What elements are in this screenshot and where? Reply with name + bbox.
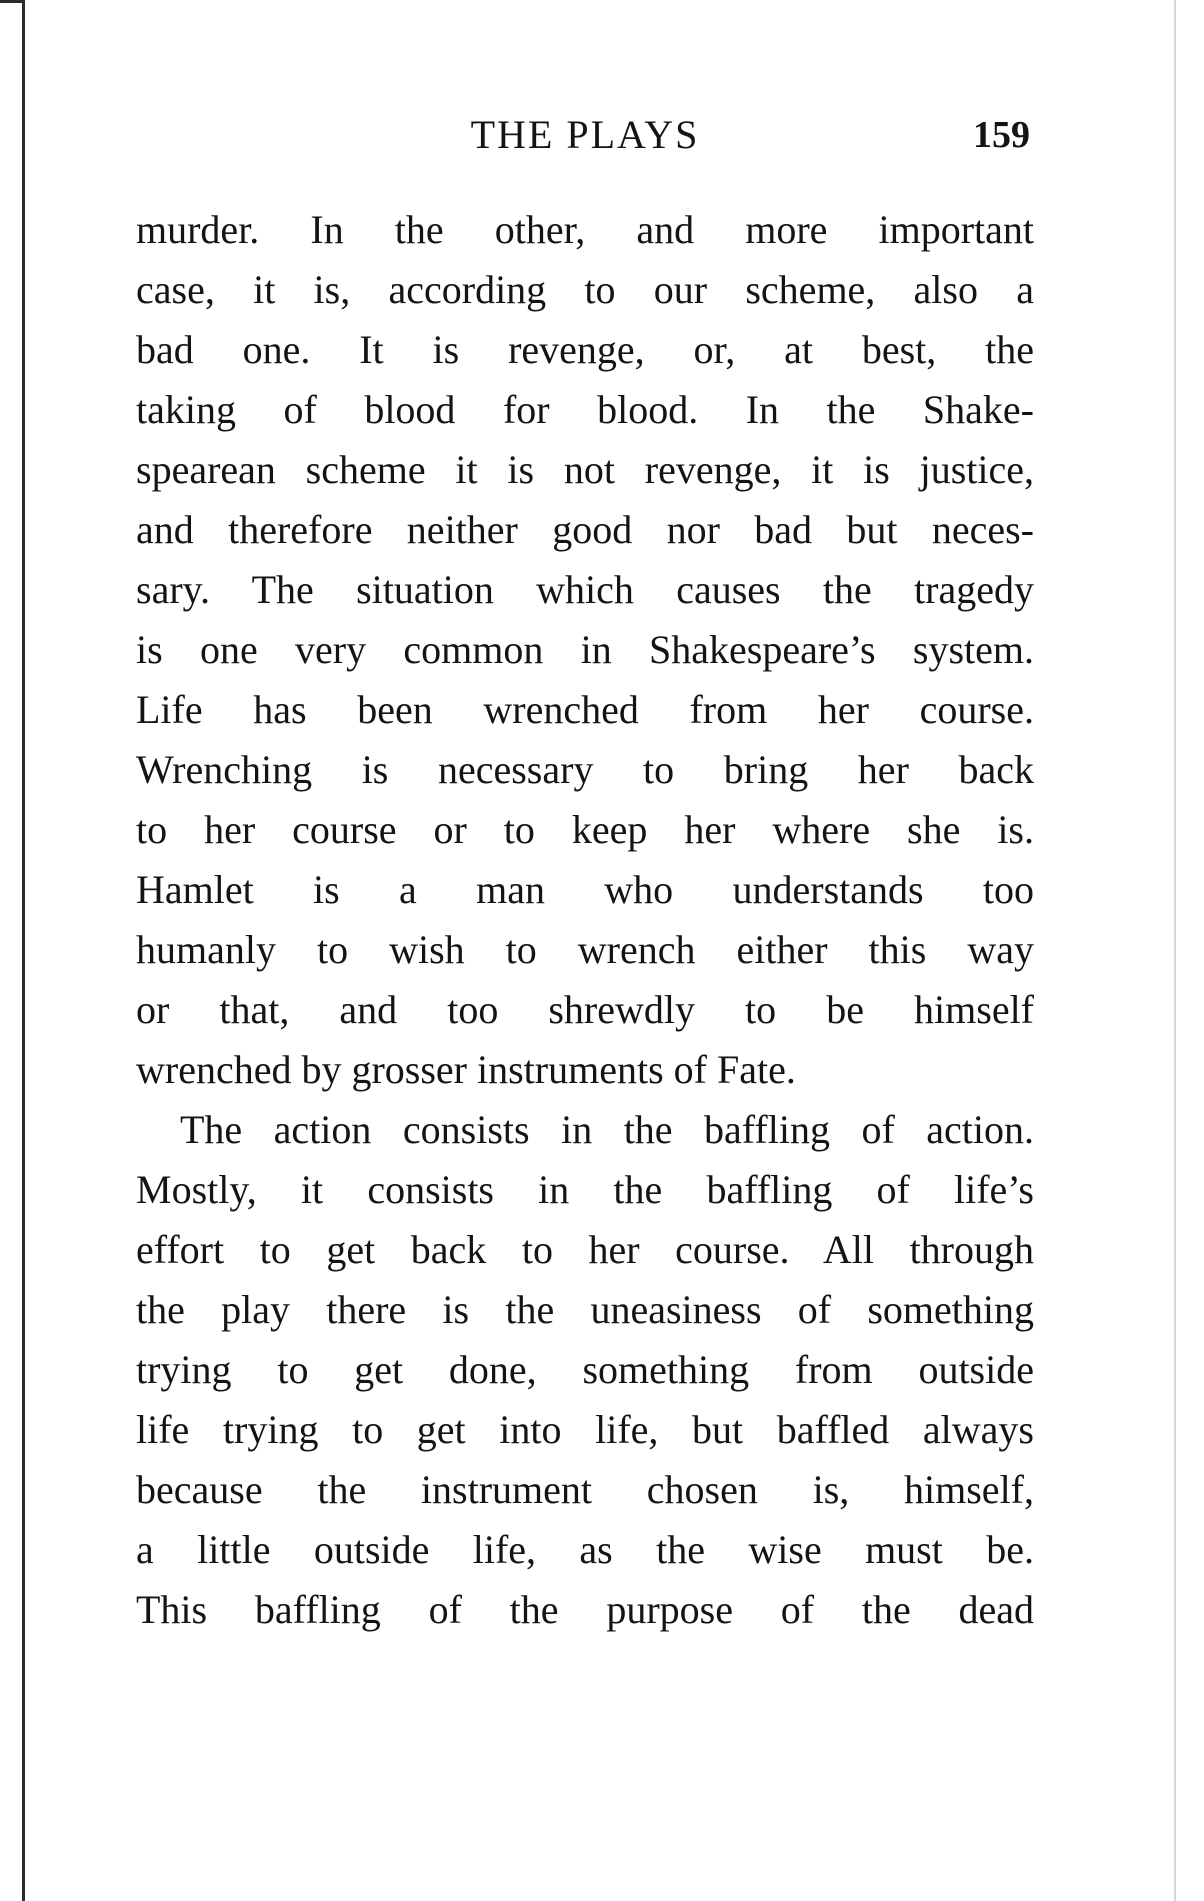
text-line: life trying to get into life, but baffled always [136,1407,1034,1452]
text-line: the play there is the uneasiness of something [136,1287,1034,1332]
text-line: wrenched by grosser instruments of Fate. [136,1047,796,1092]
scan-border-left [22,0,25,1901]
text-line: spearean scheme it is not revenge, it is justice, [136,447,1034,492]
scan-border-tick [0,0,24,3]
paragraph [136,1100,1034,1640]
text-line: a little outside life, as the wise must be. [136,1527,1034,1572]
text-line: bad one. It is revenge, or, at best, the [136,327,1034,372]
text-line: Mostly, it consists in the baffling of life’s [136,1167,1034,1212]
text-line: or that, and too shrewdly to be himself [136,987,1034,1032]
text-line: taking of blood for blood. In the Shake- [136,387,1034,432]
text-line: Wrenching is necessary to bring her back [136,747,1034,792]
text-line: because the instrument chosen is, himself, [136,1467,1034,1512]
text-line: and therefore neither good nor bad but neces- [136,507,1034,552]
page-number: 159 [973,114,1030,156]
scan-border-right [1174,0,1176,1901]
text-line: to her course or to keep her where she is. [136,807,1034,852]
text-line: case, it is, according to our scheme, also a [136,267,1034,312]
text-line: humanly to wish to wrench either this way [136,927,1034,972]
text-line: sary. The situation which causes the tragedy [136,567,1034,612]
text-line: This baffling of the purpose of the dead [136,1587,1034,1632]
text-line: trying to get done, something from outside [136,1347,1034,1392]
text-line: Life has been wrenched from her course. [136,687,1034,732]
paragraph [136,200,1034,1100]
text-line: is one very common in Shakespeare’s system. [136,627,1034,672]
running-head [140,110,1030,160]
text-line: Hamlet is a man who understands too [136,867,1034,912]
body-text [136,200,1034,1640]
running-title: THE PLAYS [470,112,700,157]
text-line: The action consists in the baffling of action. [180,1107,1034,1152]
text-line: murder. In the other, and more important [136,207,1034,252]
text-line: effort to get back to her course. All through [136,1227,1034,1272]
